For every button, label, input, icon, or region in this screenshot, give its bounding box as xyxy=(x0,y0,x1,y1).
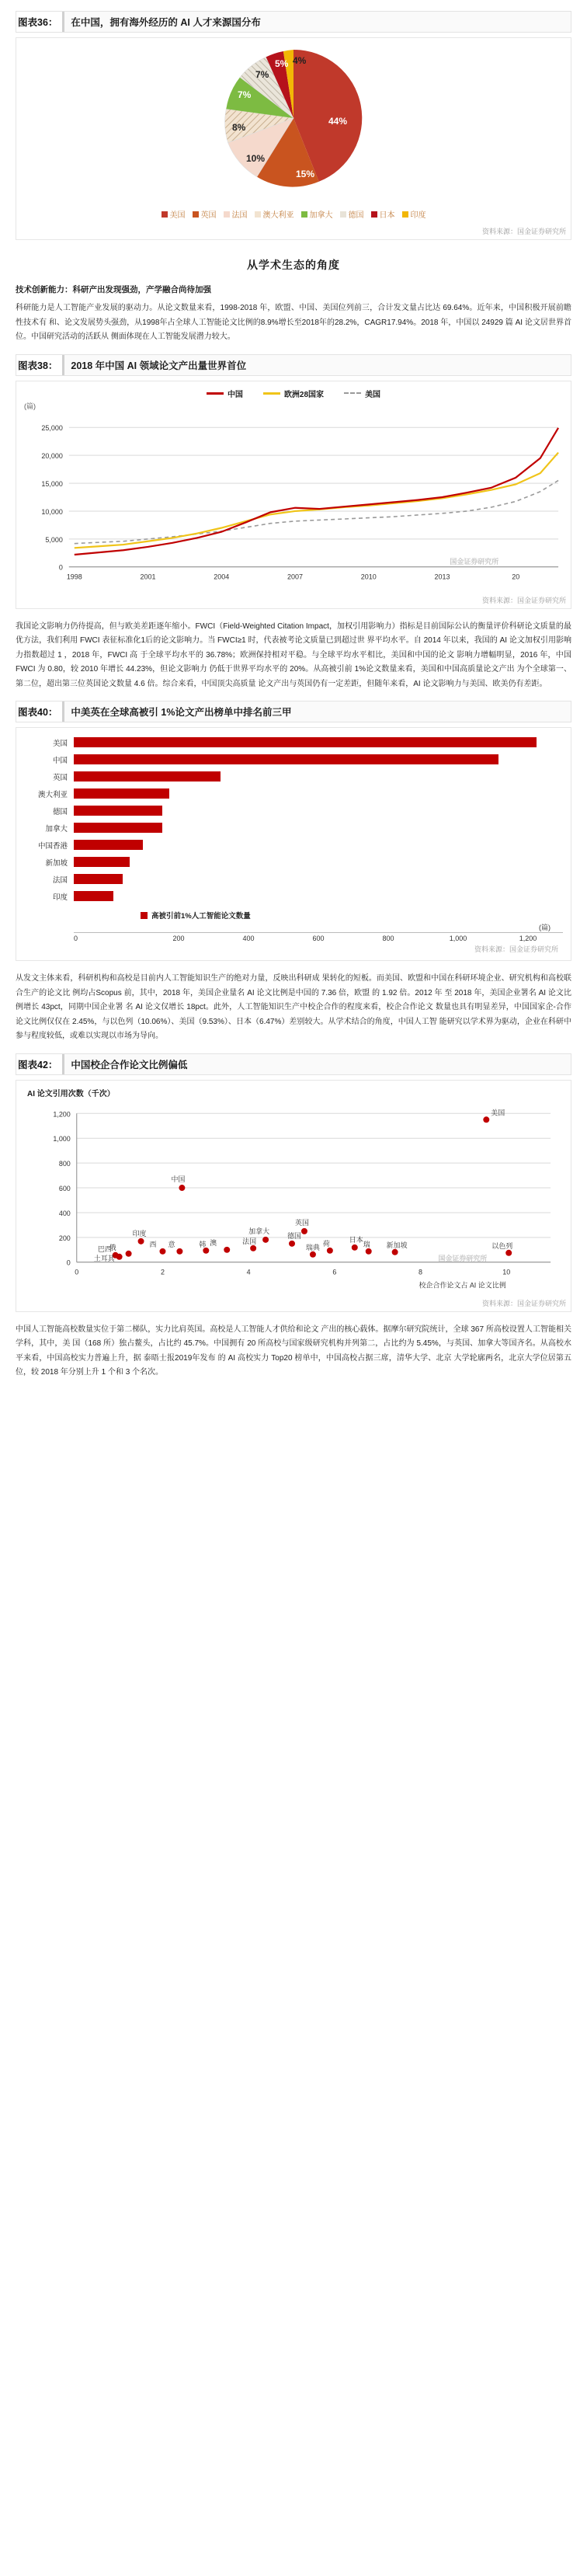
figure-38-source: 资料来源：国金证券研究所 xyxy=(481,596,566,604)
pie-chart xyxy=(196,44,391,188)
svg-text:澳: 澳 xyxy=(210,1238,217,1247)
svg-text:2007: 2007 xyxy=(287,573,303,581)
figure-38-title xyxy=(16,354,571,376)
svg-text:600: 600 xyxy=(58,1184,71,1192)
svg-text:土耳其: 土耳其 xyxy=(93,1254,115,1262)
legend-label: 澳大利亚 xyxy=(262,211,294,220)
legend-swatch-icon xyxy=(301,211,307,218)
svg-text:400: 400 xyxy=(58,1209,71,1217)
bar-fill xyxy=(74,874,123,884)
svg-text:新加坡: 新加坡 xyxy=(386,1241,408,1249)
figure-38-tag: 图表38： xyxy=(16,355,62,375)
svg-text:2010: 2010 xyxy=(360,573,377,581)
x-tick: 800 xyxy=(382,935,394,942)
x-tick: 200 xyxy=(172,935,185,942)
bar-fill xyxy=(74,788,169,799)
figure-40-caption: 中美英在全球高被引 1%论文产出榜单中排名前三甲 xyxy=(62,701,571,722)
bar-track xyxy=(74,888,563,905)
legend-swatch-icon xyxy=(224,211,230,218)
figure-36-source: 资料来源：国金证券研究所 xyxy=(481,228,566,235)
bar-row xyxy=(24,854,563,871)
pie-value-1: 15% xyxy=(296,169,315,179)
paragraph-4: 中国人工智能高校数量实位于第二梯队，实力比肩英国。高校是人工智能人才供给和论文 产出的核心载体。据摩尔研究院统计，全球 367 所高校设置人工智能相关学科，其中，美 国（168 所）独占鳌头，占比约 45.7%。中国拥有 20 所高校与国家级研究机构并列第二，占比约为 5.45%，与英国、加拿大等国齐名。从高校水平来看，中国高校实力普遍上升，据 泰晤士报2019年发布 的 AI 高校实力 Top20 榜单中，中国高校占据三席，清华大学、北京 大学轮廓两名，北京大学位居第五位，较 2018 年分别上升 1 个和 3 个名次。 xyxy=(16,1325,571,1377)
svg-text:20,000: 20,000 xyxy=(41,451,63,460)
svg-text:5,000: 5,000 xyxy=(45,535,63,544)
svg-text:英国: 英国 xyxy=(294,1218,309,1227)
paragraph-2: 我国论文影响力仍待提高，但与欧美差距逐年缩小。FWCI（Field-Weighted Citation Impact，加权引用影响力）指标是目前国际公认的衡量评价科研论文质量的最优方法，我们利用 FWCI 表征标准化1后的论文影响力。当 FWCI≥1 时，代表被考论文质量已到超过世 界平均水平。自 2014 年以来，我国的 AI 论文加权引用影响力指数超过 1 ，2018 年，FWCI 高 于全球平均水平的 36.78%；欧洲保持相对平稳。与全球平均水平相比，美国和中国的论文 影响力增幅明显，2016 年，中国 FWCI 为 0.80，较 2010 年增长 44.23%，但论文影响力 仍低于世界平均水平的 20%。从高被引前 1%论文数量来看，美国和中国高质量论文产出 为个全球第一、第二位，超出第三位英国论文数量 4.6 倍。综合来看，中国顶尖高质量 论文产出与英国仍有一定差距，但随年来看，AI 论文影响力与美国、欧美仍有差距。 xyxy=(16,621,571,688)
legend-item-7 xyxy=(402,208,426,220)
legend-item-1 xyxy=(193,208,217,220)
paragraph-3: 从发文主体来看，科研机构和高校是目前内人工智能知识生产的绝对力量，反映出科研成 果转化的短板。而美国、欧盟和中国在科研环境企业、研究机构和高校联合生产的论文比 例均占Scopus 前，其中，2018 年，美国企业量名 AI 论文比例是中国的 7.36 倍，欧盟 的 1.92 倍。2012 年 至 2018 年，美国企业署名 AI 论文比例增长 43pct，同期中国企业署 名 AI 论文仅增长 18pct。此外，人工智能知识生产中校企合作的程度来看，校企合作论文 数量也具有明显差异，中国国家企-合作论文比例仅仅在 2.45%，与以色列（10.06%）、美国（9.53%）、日本（6.47%）差别较大。从学术结合的角度，中国人工智 能研究以学术界为驱动，企业在科研中参与程度较低，或难以实现以市场为导向。 xyxy=(16,974,571,1040)
bar-row xyxy=(24,768,563,785)
x-tick: 0 xyxy=(74,935,78,942)
scatter-ylabel: AI 论文引用次数（千次） xyxy=(27,1089,115,1098)
legend-item-5 xyxy=(340,208,364,220)
figure-36-title xyxy=(16,11,571,33)
svg-text:法国: 法国 xyxy=(242,1237,257,1245)
bar-row xyxy=(24,751,563,768)
figure-40-title xyxy=(16,701,571,722)
bar-row xyxy=(24,802,563,820)
svg-text:俄: 俄 xyxy=(109,1243,116,1251)
section-subheading: 技术创新能力：科研产出发现强劲，产学融合尚待加强 xyxy=(16,285,211,294)
bar-chart-unit: (篇) xyxy=(539,924,551,931)
figure-42-title xyxy=(16,1053,571,1075)
bar-track xyxy=(74,802,563,820)
bar-chart-legend xyxy=(141,910,563,921)
bar-fill xyxy=(74,823,162,833)
svg-text:以色列: 以色列 xyxy=(491,1241,513,1250)
figure-40 xyxy=(16,727,571,961)
bar-label: 印度 xyxy=(52,893,68,902)
pie-value-3: 8% xyxy=(232,122,246,133)
legend-item-china xyxy=(207,388,243,399)
bar-label: 美国 xyxy=(52,740,68,748)
bar-label: 加拿大 xyxy=(45,825,68,834)
bar-label: 英国 xyxy=(52,774,68,782)
svg-text:印度: 印度 xyxy=(132,1229,147,1238)
legend-label: 英国 xyxy=(200,211,217,220)
svg-text:荷: 荷 xyxy=(322,1239,330,1248)
pie-value-5: 7% xyxy=(255,69,269,80)
svg-text:1,200: 1,200 xyxy=(53,1109,71,1118)
line-chart-unit: (篇) xyxy=(24,402,36,410)
svg-text:德国: 德国 xyxy=(287,1231,301,1240)
svg-text:20: 20 xyxy=(512,573,520,581)
figure-38-caption: 2018 年中国 AI 领域论文产出量世界首位 xyxy=(62,355,571,375)
svg-text:2004: 2004 xyxy=(214,573,230,581)
pie-chart-region xyxy=(16,38,571,205)
bar-row xyxy=(24,820,563,837)
svg-text:校企合作论文占 AI 论文比例: 校企合作论文占 AI 论文比例 xyxy=(419,1281,506,1290)
legend-dash-icon xyxy=(344,392,361,394)
bar-label: 新加坡 xyxy=(45,859,68,868)
bar-fill xyxy=(74,737,537,747)
svg-text:瑞典: 瑞典 xyxy=(305,1243,320,1251)
figure-36 xyxy=(16,37,571,240)
legend-label: 德国 xyxy=(348,211,364,220)
bar-track xyxy=(74,785,563,802)
pie-value-6: 5% xyxy=(275,58,289,69)
svg-text:国金证券研究所: 国金证券研究所 xyxy=(438,1254,488,1262)
figure-40-source: 资料来源：国金证券研究所 xyxy=(474,945,558,953)
legend-item-eu28 xyxy=(263,388,324,399)
figure-42-source: 资料来源：国金证券研究所 xyxy=(481,1299,566,1307)
legend-label: 印度 xyxy=(410,211,426,220)
svg-text:2: 2 xyxy=(160,1268,165,1276)
legend-label: 欧洲28国家 xyxy=(283,390,325,399)
svg-text:意: 意 xyxy=(168,1240,175,1248)
legend-swatch-icon xyxy=(141,912,148,919)
bar-label: 中国 xyxy=(52,757,68,765)
bar-label: 法国 xyxy=(52,876,68,885)
bar-track xyxy=(74,751,563,768)
bar-track xyxy=(74,854,563,871)
bar-track xyxy=(74,768,563,785)
figure-40-tag: 图表40： xyxy=(16,701,62,722)
svg-text:西: 西 xyxy=(149,1240,157,1248)
svg-text:1,000: 1,000 xyxy=(53,1134,71,1143)
svg-text:国金证券研究所: 国金证券研究所 xyxy=(450,557,499,566)
scatter-svg xyxy=(16,1098,571,1294)
bar-row xyxy=(24,837,563,854)
legend-swatch-icon xyxy=(193,211,199,218)
svg-text:巴西: 巴西 xyxy=(97,1244,112,1253)
bar-fill xyxy=(74,891,113,901)
bar-fill xyxy=(74,806,162,816)
figure-36-caption: 在中国，拥有海外经历的 AI 人才来源国分布 xyxy=(62,12,571,32)
svg-text:瑞: 瑞 xyxy=(363,1240,370,1248)
pie-value-0: 44% xyxy=(328,116,348,127)
svg-text:200: 200 xyxy=(58,1234,71,1242)
legend-item-6 xyxy=(371,208,395,220)
x-tick: 1,000 xyxy=(449,935,467,942)
figure-42 xyxy=(16,1080,571,1312)
legend-item-2 xyxy=(224,208,248,220)
bar-track xyxy=(74,734,563,751)
svg-text:6: 6 xyxy=(332,1268,337,1276)
svg-text:美国: 美国 xyxy=(491,1108,505,1116)
svg-text:15,000: 15,000 xyxy=(41,479,63,488)
svg-text:日本: 日本 xyxy=(349,1235,363,1244)
line-chart-svg xyxy=(16,411,571,591)
figure-36-tag: 图表36： xyxy=(16,12,62,32)
x-tick: 400 xyxy=(242,935,255,942)
figure-42-tag: 图表42： xyxy=(16,1054,62,1074)
svg-text:0: 0 xyxy=(66,1258,71,1267)
line-chart-legend xyxy=(16,381,571,401)
svg-text:1998: 1998 xyxy=(66,573,82,581)
x-tick: 1,200 xyxy=(519,935,537,942)
bar-row xyxy=(24,888,563,905)
bar-fill xyxy=(74,840,143,850)
bar-track xyxy=(74,820,563,837)
bar-label: 德国 xyxy=(52,808,68,816)
legend-label: 中国 xyxy=(227,390,243,399)
svg-text:0: 0 xyxy=(75,1268,79,1276)
svg-text:10: 10 xyxy=(502,1268,511,1276)
paragraph-1: 科研能力是人工智能产业发展的驱动力。从论文数量来看，1998-2018 年，欧盟、中国、美国位列前三，合计发文量占比达 69.64%。近年来，中国积极开展前瞻性技术有 和、论文发展势头强劲，从1998年占全球人工智能论文比例的8.9%增长至2018年的28.2%，CAGR17.94%。2018 年，中国以 24929 篇 AI 论文居世界首位。中国研究活动的活跃从 侧面体现在人工智能发展潜力较大。 xyxy=(16,304,571,341)
bar-label: 澳大利亚 xyxy=(37,791,68,799)
pie-svg xyxy=(196,44,391,192)
x-tick: 600 xyxy=(312,935,325,942)
legend-line-icon xyxy=(207,392,224,395)
figure-38 xyxy=(16,381,571,609)
legend-item-0 xyxy=(162,208,186,220)
svg-text:4: 4 xyxy=(246,1268,251,1276)
svg-text:2013: 2013 xyxy=(434,573,450,581)
legend-swatch-icon xyxy=(371,211,377,218)
svg-text:25,000: 25,000 xyxy=(41,423,63,432)
legend-label: 美国 xyxy=(169,211,186,220)
svg-text:韩: 韩 xyxy=(199,1240,207,1248)
svg-text:8: 8 xyxy=(419,1268,423,1276)
bar-fill xyxy=(74,754,498,764)
bar-row xyxy=(24,785,563,802)
figure-42-caption: 中国校企合作论文比例偏低 xyxy=(62,1054,571,1074)
bar-fill xyxy=(74,771,221,782)
bar-fill xyxy=(74,857,130,867)
legend-label: 美国 xyxy=(365,390,381,399)
legend-label: 法国 xyxy=(231,211,248,220)
bar-row xyxy=(24,871,563,888)
legend-item-3 xyxy=(255,208,294,220)
bar-chart xyxy=(16,728,571,960)
pie-value-7: 4% xyxy=(293,55,307,66)
bar-chart-axis xyxy=(74,932,563,942)
legend-label: 日本 xyxy=(379,211,395,220)
legend-item-4 xyxy=(301,208,333,220)
legend-swatch-icon xyxy=(402,211,408,218)
pie-value-4: 7% xyxy=(238,89,252,100)
legend-item-usa xyxy=(344,388,380,399)
legend-line-icon xyxy=(263,392,280,395)
bar-track xyxy=(74,837,563,854)
section-heading: 从学术生态的角度 xyxy=(247,259,340,271)
legend-label: 加拿大 xyxy=(309,211,333,220)
pie-legend xyxy=(16,205,571,226)
legend-swatch-icon xyxy=(162,211,168,218)
bar-label: 中国香港 xyxy=(37,842,68,851)
svg-text:800: 800 xyxy=(58,1159,71,1168)
svg-text:中国: 中国 xyxy=(171,1175,186,1183)
svg-text:加拿大: 加拿大 xyxy=(248,1227,270,1235)
svg-text:0: 0 xyxy=(58,563,63,572)
legend-label: 高被引前1%人工智能论文数量 xyxy=(151,912,251,921)
svg-text:10,000: 10,000 xyxy=(41,507,63,516)
bar-row xyxy=(24,734,563,751)
legend-swatch-icon xyxy=(255,211,261,218)
svg-text:2001: 2001 xyxy=(140,573,156,581)
pie-value-2: 10% xyxy=(246,153,266,164)
bar-track xyxy=(74,871,563,888)
legend-swatch-icon xyxy=(340,211,346,218)
